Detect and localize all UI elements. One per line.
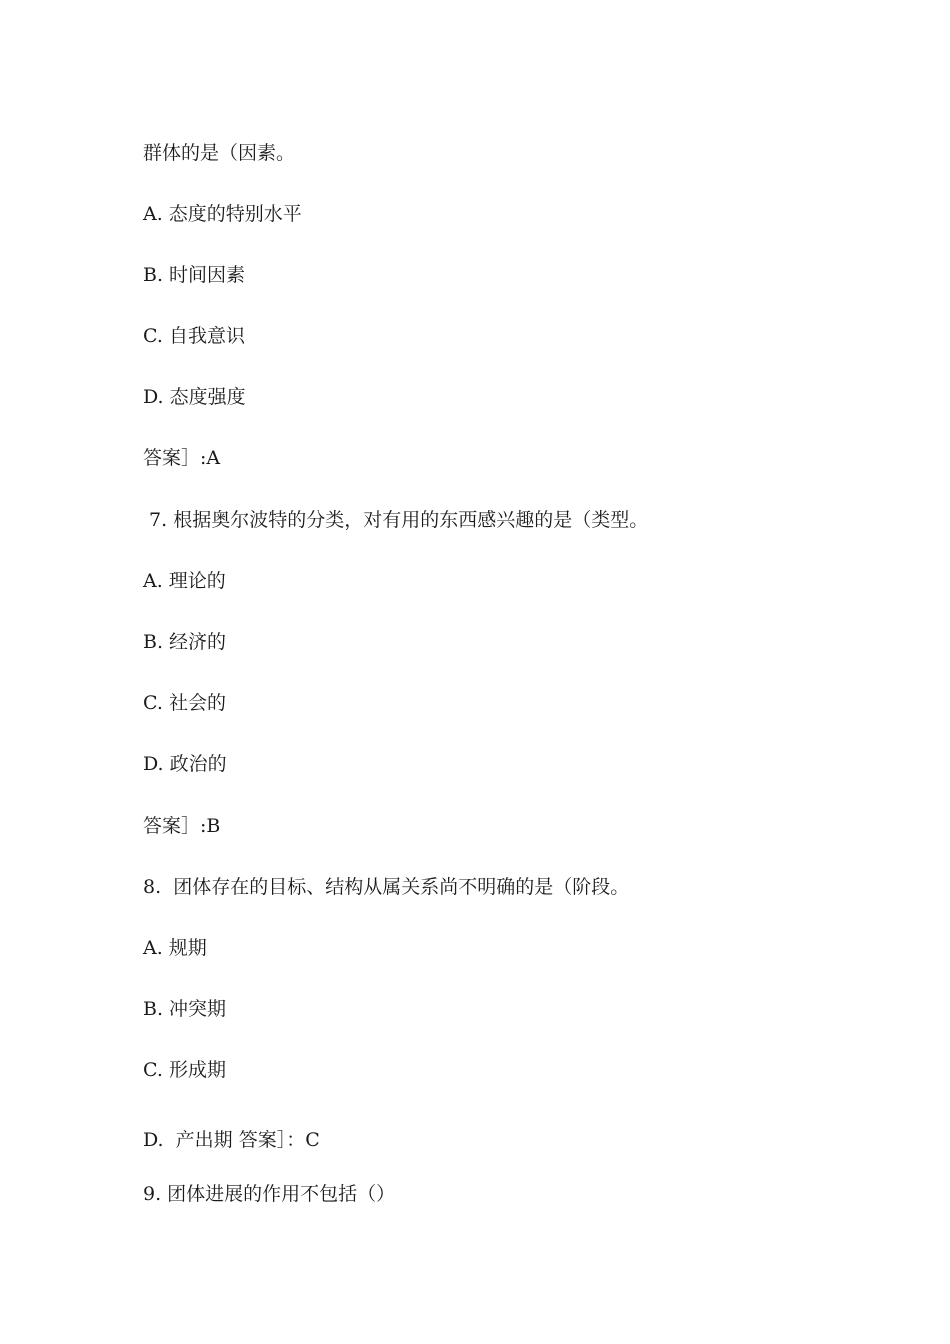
- question-7-stem: 7. 根据奥尔波特的分类，对有用的东西感兴趣的是（类型。: [143, 509, 649, 531]
- question-8-option-a: A. 规期: [143, 937, 207, 959]
- question-7-option-c: C. 社会的: [143, 692, 226, 714]
- question-6-answer: 答案］:A: [143, 447, 221, 469]
- question-7-answer: 答案］:B: [143, 815, 221, 837]
- question-9-stem: 9. 团体进展的作用不包括（）: [143, 1183, 396, 1205]
- question-8-option-c: C. 形成期: [143, 1059, 226, 1081]
- question-8-stem: 8. 团体存在的目标、结构从属关系尚不明确的是（阶段。: [143, 876, 630, 898]
- question-6-option-d: D. 态度强度: [143, 386, 246, 408]
- question-6-stem-tail: 群体的是（因素。: [143, 142, 296, 164]
- question-6-option-c: C. 自我意识: [143, 325, 245, 347]
- question-7-option-a: A. 理论的: [143, 570, 226, 592]
- question-8-option-d-and-answer: D. 产出期 答案］：C: [143, 1129, 320, 1151]
- question-6-option-b: B. 时间因素: [143, 264, 246, 286]
- question-6-option-a: A. 态度的特别水平: [143, 203, 302, 225]
- question-7-option-b: B. 经济的: [143, 631, 227, 653]
- question-7-option-d: D. 政治的: [143, 753, 227, 775]
- question-8-option-b: B. 冲突期: [143, 998, 227, 1020]
